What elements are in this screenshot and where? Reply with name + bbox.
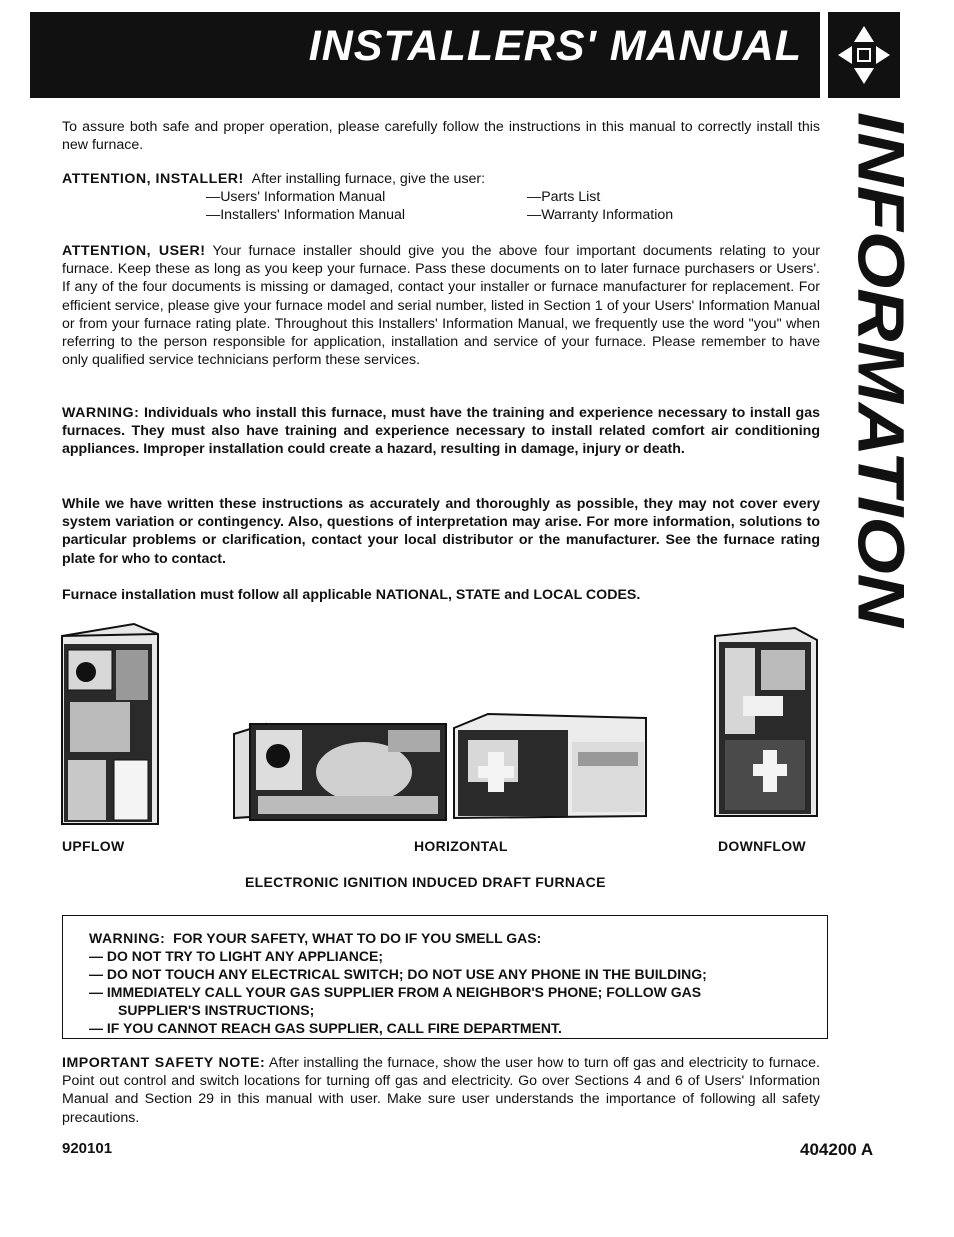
upflow-label: UPFLOW (62, 838, 125, 854)
list-item: —Users' Information Manual (206, 189, 386, 205)
safety-note-paragraph (62, 1054, 820, 1127)
gas-warning-heading (89, 929, 541, 947)
gas-warning-item: — DO NOT TOUCH ANY ELECTRICAL SWITCH; DO NOT USE ANY PHONE IN THE BUILDING; (89, 966, 707, 982)
directional-arrows-icon (828, 12, 900, 98)
document-list-right (527, 188, 757, 224)
installer-warning-paragraph (62, 404, 820, 459)
downflow-furnace-image (713, 626, 819, 820)
installer-warning-text: Individuals who install this furnace, must have the training and experience necessary to install gas furnaces. They must also have training and experience necessary to install related comfort air conditioning appliances. Improper installation could create a hazard, resulting in damage, injury or death. (62, 405, 820, 458)
attention-user-paragraph (62, 242, 820, 369)
page-title: INSTALLERS' MANUAL (308, 22, 802, 70)
gas-warning-lead: WARNING: (89, 930, 166, 946)
header-bar (30, 12, 820, 98)
disclaimer-paragraph: While we have written these instructions as accurately and thoroughly as possible, they may not cover every system variation or contingency. Also, questions of interpretation may arise. For more information, solutions to particular problems or clarification, contact your local distributor or the manufacturer. See the furnace rating plate for who to contact. (62, 496, 820, 567)
gas-warning-box (62, 915, 828, 1039)
svg-text:INFORMATION: INFORMATION (844, 112, 919, 573)
gas-warning-item: — IMMEDIATELY CALL YOUR GAS SUPPLIER FROM A NEIGHBOR'S PHONE; FOLLOW GAS (89, 984, 702, 1000)
attention-user-lead: ATTENTION, USER! (62, 243, 206, 259)
horizontal-furnace-image (232, 712, 652, 832)
installer-warning-lead: WARNING: (62, 405, 140, 421)
figure-caption: ELECTRONIC IGNITION INDUCED DRAFT FURNACE (245, 874, 606, 890)
upflow-furnace-image (58, 620, 162, 828)
intro-paragraph: To assure both safe and proper operation, please carefully follow the instructions in this manual to correctly install this new furnace. (62, 119, 820, 154)
safety-note-text: After installing the furnace, show the user how to turn off gas and electricity to furnace. Point out control and switch locations for turning off gas and electricity. Go over Sections 4 and 6 of Users' Information Manual and Section 29 in this manual with user. Make sure user understands the importance of following all safety precautions. (62, 1055, 820, 1126)
document-date-code: 920101 (62, 1140, 113, 1157)
attention-user-text: Your furnace installer should give you the above four important documents relating to your furnace. Keep these as long as you keep your furnace. Pass these documents on to later furnace purchasers or Users'. If any of the four documents is missing or damaged, contact your installer or furnace manufacturer for replacement. For efficient service, please give your furnace model and serial number, listed in Section 1 of your Users' Information Manual or from your furnace rating plate. Throughout this Installers' Information Manual, we frequently use the word "you" when referring to the person responsible for application, installation and service of your furnace. Please remember to have only qualified service technicians perform these services. (62, 243, 821, 369)
gas-warning-item: — DO NOT TRY TO LIGHT ANY APPLIANCE; (89, 948, 384, 964)
gas-warning-title: FOR YOUR SAFETY, WHAT TO DO IF YOU SMELL GAS: (173, 930, 542, 946)
attention-installer-lead: ATTENTION, INSTALLER! (62, 171, 244, 187)
safety-note-lead: IMPORTANT SAFETY NOTE: (62, 1055, 266, 1071)
document-list-left (206, 188, 436, 224)
list-item: —Warranty Information (527, 207, 674, 223)
list-item: —Parts List (527, 189, 601, 205)
attention-installer-text: After installing furnace, give the user: (251, 171, 486, 187)
list-item: —Installers' Information Manual (206, 207, 406, 223)
document-number: 404200 A (800, 1140, 874, 1159)
gas-warning-item: SUPPLIER'S INSTRUCTIONS; (118, 1002, 315, 1018)
gas-warning-item: — IF YOU CANNOT REACH GAS SUPPLIER, CALL FIRE DEPARTMENT. (89, 1020, 562, 1036)
side-banner-word (844, 112, 919, 632)
attention-installer (62, 170, 820, 188)
horizontal-label: HORIZONTAL (414, 838, 508, 854)
codes-paragraph: Furnace installation must follow all applicable NATIONAL, STATE and LOCAL CODES. (62, 587, 641, 603)
downflow-label: DOWNFLOW (718, 838, 806, 854)
